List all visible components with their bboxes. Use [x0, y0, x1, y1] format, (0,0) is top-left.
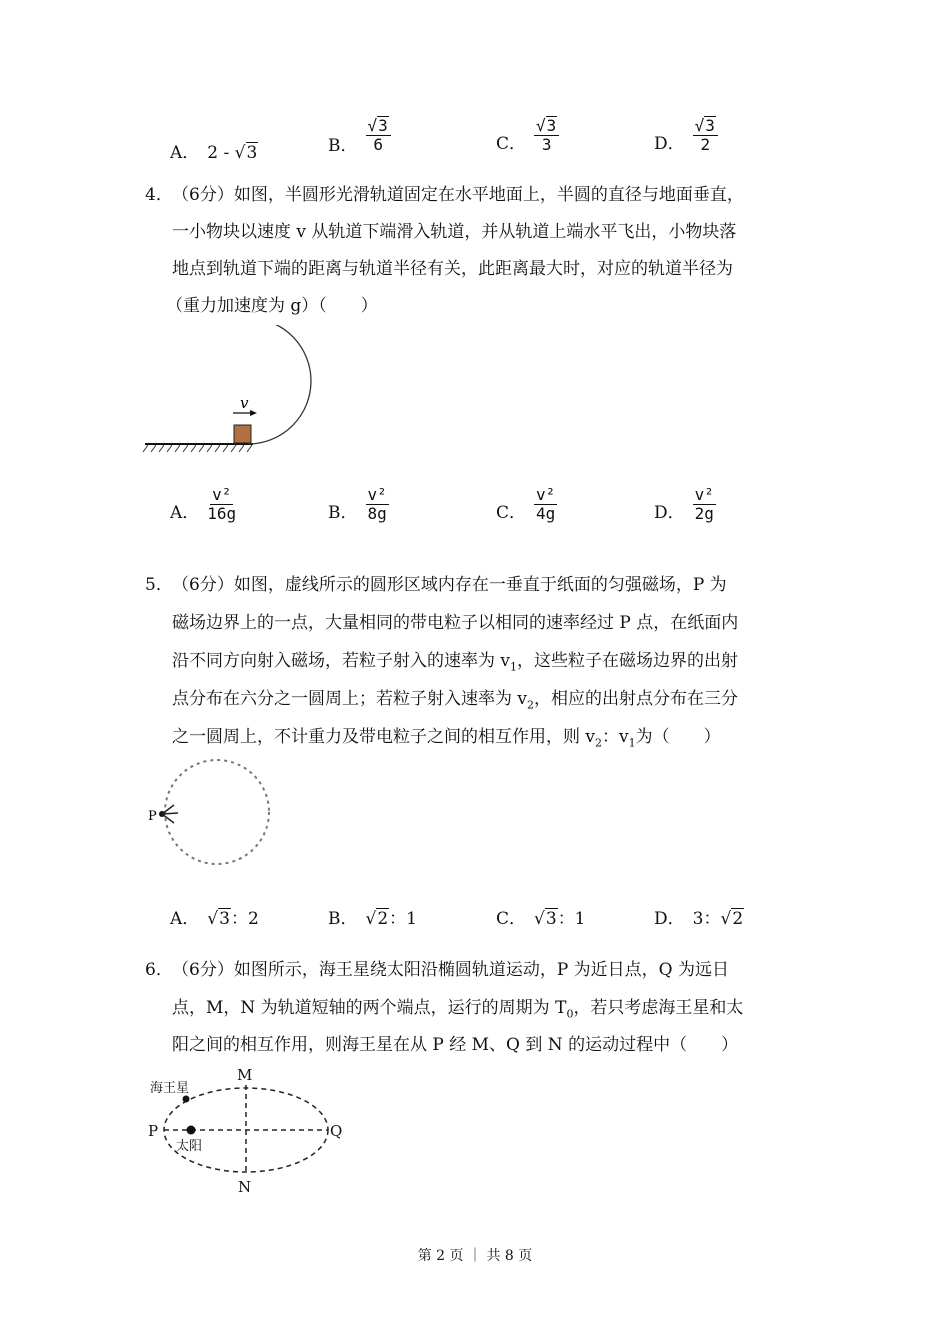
question-text: 磁场边界上的一点，大量相同的带电粒子以相同的速率经过 P 点，在纸面内 — [172, 613, 739, 633]
question-text: 一小物块以速度 v 从轨道下端滑入轨道，并从轨道上端水平飞出，小物块落 — [172, 222, 737, 242]
denominator: 3 — [541, 135, 552, 154]
question-text: 阳之间的相互作用，则海王星在从 P 经 M、Q 到 N 的运动过程中（ ） — [172, 1035, 739, 1055]
denominator: 2g — [694, 504, 714, 523]
q4-option-d — [654, 486, 716, 523]
point-p-label: P — [148, 809, 157, 824]
magnetic-field-figure — [140, 750, 280, 870]
numerator: v² — [212, 485, 232, 504]
question-number: 4． — [145, 185, 173, 205]
page-footer: 第 2 页 ｜ 共 8 页 — [417, 1248, 533, 1264]
option-label: B． — [328, 136, 358, 156]
label-p: P — [148, 1122, 159, 1140]
denominator: 2 — [700, 135, 711, 154]
label-q: Q — [330, 1122, 343, 1140]
velocity-label: v — [240, 394, 249, 412]
q4-option-c — [496, 486, 557, 523]
question-text: （6分）如图所示，海王星绕太阳沿椭圆轨道运动，P 为近日点，Q 为远日 — [172, 960, 729, 980]
fraction: √ 3 6 — [366, 116, 391, 154]
option-label: A． — [170, 143, 200, 163]
q3-option-b — [328, 116, 391, 154]
radicand: 3 — [246, 143, 258, 163]
value-text: 2 - — [207, 143, 235, 163]
q3-option-d — [654, 116, 718, 154]
question-text: （重力加速度为 g）（ ） — [166, 296, 378, 316]
denominator: 4g — [536, 504, 556, 523]
fraction: √ 3 2 — [693, 116, 718, 154]
denominator: 6 — [373, 135, 383, 154]
option-label: A． — [170, 503, 200, 523]
label-neptune: 海王星 — [150, 1081, 190, 1096]
question-text: 点分布在六分之一圆周上；若粒子射入速率为 $v_2$，相应的出射点分布在三分 — [172, 689, 739, 712]
option-label: D． — [654, 503, 685, 523]
radicand: 3 — [378, 116, 388, 135]
question-text: 地点到轨道下端的距离与轨道半径有关，此距离最大时，对应的轨道半径为 — [172, 259, 733, 279]
question-text: 沿不同方向射入磁场，若粒子射入的速率为 $v_1$，这些粒子在磁场边界的出射 — [172, 651, 739, 674]
label-n: N — [238, 1178, 252, 1196]
denominator: 16g — [207, 504, 237, 523]
option-label: C． — [496, 503, 527, 523]
question-text: 之一圆周上，不计重力及带电粒子之间的相互作用，则 $v_2$：$v_1$为（ ） — [172, 727, 721, 750]
option-label: B． — [328, 503, 358, 523]
q5-option-c: C． √ 3 ：1 — [496, 909, 586, 929]
denominator: 8g — [367, 504, 387, 523]
option-label: D． — [654, 134, 685, 154]
question-text: （6分）如图，虚线所示的圆形区域内存在一垂直于纸面的匀强磁场，P 为 — [172, 575, 727, 595]
q3-option-c — [496, 116, 559, 154]
question-text: （6分）如图，半圆形光滑轨道固定在水平地面上，半圆的直径与地面垂直， — [172, 185, 744, 205]
question-number: 6． — [145, 960, 173, 980]
fraction: √ 3 3 — [534, 116, 559, 154]
q4-option-a — [170, 486, 236, 523]
numerator: v² — [694, 485, 714, 504]
sqrt: √ 3 — [234, 143, 258, 163]
numerator: v² — [367, 485, 387, 504]
q4-option-b — [328, 486, 389, 523]
label-sun: 太阳 — [176, 1139, 203, 1154]
label-m: M — [237, 1066, 253, 1084]
q5-option-d: D． 3：√ 2 — [654, 909, 744, 929]
radicand: 3 — [546, 116, 557, 135]
numerator: v² — [536, 485, 556, 504]
q5-option-a: A． √ 3 ：2 — [170, 909, 259, 929]
q3-option-a — [170, 138, 258, 163]
radicand: 3 — [705, 116, 715, 135]
orbit-figure — [140, 1060, 360, 1200]
question-text: 点，M，N 为轨道短轴的两个端点，运行的周期为 $T_0$，若只考虑海王星和太 — [172, 998, 744, 1021]
q5-option-b: B． √ 2 ：1 — [328, 909, 417, 929]
option-value — [207, 142, 258, 163]
question-number: 5． — [145, 575, 173, 595]
option-label: C． — [496, 134, 527, 154]
semicircle-track-figure — [140, 325, 330, 465]
